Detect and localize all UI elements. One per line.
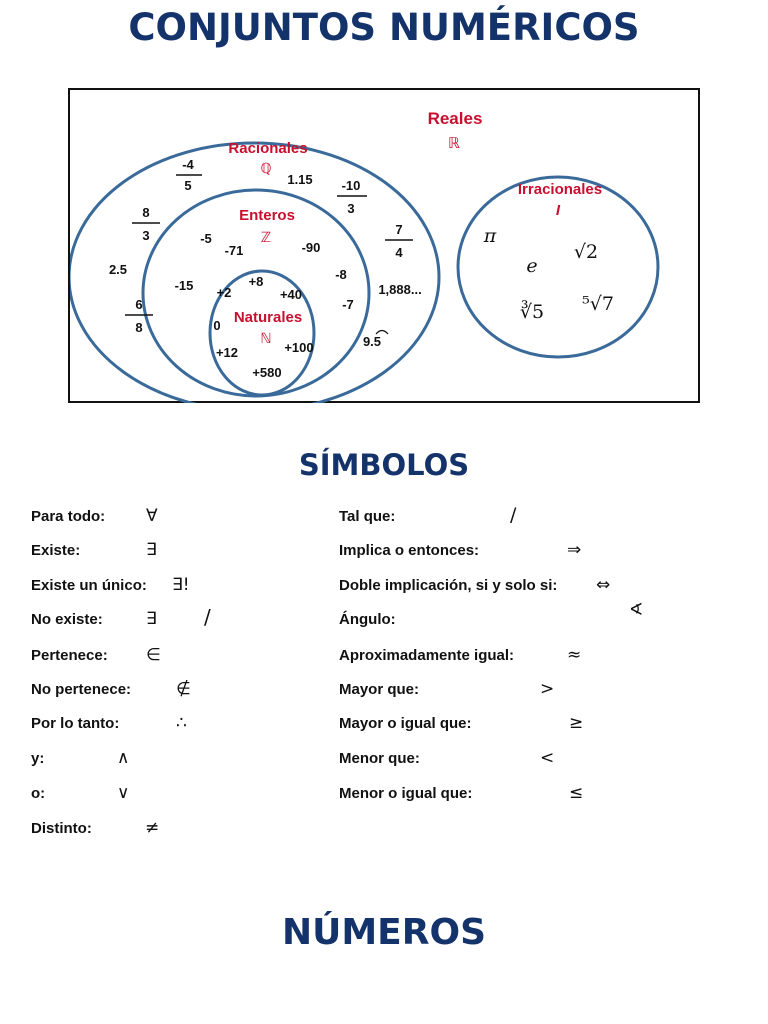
symbol-label: Mayor o igual que: [339,715,472,732]
for-all-symbol: ∀ [146,506,158,526]
symbol-label: Por lo tanto: [31,715,120,732]
racionales-label: Racionales [228,140,308,157]
such-that-symbol: / [510,504,517,526]
fraction-2-denominator: 3 [142,228,150,243]
element-of-symbol: ∈ [146,645,161,665]
integer-4: -15 [174,278,194,293]
iff-symbol: ⇔ [596,575,611,595]
decimal-3: 1,888... [378,282,422,297]
greater-than-symbol: > [540,679,555,699]
integer-5: -8 [335,267,347,282]
implies-symbol: ⇒ [567,540,582,560]
symbol-label: Aproximadamente igual: [339,647,515,664]
angle-symbol: ∢ [629,600,644,620]
naturales-symbol: ℕ [260,330,272,346]
symbol-label: o: [31,785,46,802]
integer-1: -5 [200,231,212,246]
number-sets-diagram [68,88,700,403]
fraction-5-numerator: 7 [395,222,403,237]
less-than-symbol: < [540,748,555,768]
greater-equal-symbol: ≥ [569,713,584,733]
natural-5: +12 [215,345,239,360]
fraction-2-numerator: 8 [142,205,150,220]
fraction-4-denominator: 3 [347,201,355,216]
fraction-1-numerator: -4 [182,157,194,172]
integer-2: -71 [224,243,244,258]
reales-symbol: ℝ [448,135,460,152]
decimal-1: 1.15 [287,172,313,187]
not-element-of-symbol: ∉ [176,679,191,699]
integer-3: -90 [301,240,321,255]
irrational-cbrt5: ∛5 [519,301,545,323]
irrational-pi: π [483,225,497,247]
exists-symbol: ∃ [146,540,157,560]
therefore-symbol: ∴ [176,713,187,733]
symbol-label: Implica o entonces: [339,542,480,559]
not-exists-symbol: ∃ [146,609,157,629]
approx-equal-symbol: ≈ [567,645,582,665]
symbol-label: No pertenece: [31,681,132,698]
symbol-label: Existe: [31,542,81,559]
fraction-1-denominator: 5 [184,178,192,193]
and-symbol: ∧ [117,748,130,768]
reales-label: Reales [427,109,483,128]
symbol-label: Tal que: [339,508,396,525]
natural-7: +580 [252,365,282,380]
natural-1: +8 [248,274,264,289]
symbol-label: Menor que: [339,750,420,767]
symbol-label: No existe: [31,611,103,628]
irracionales-symbol: I [555,202,561,219]
symbol-label: Existe un único: [31,577,147,594]
enteros-symbol: ℤ [260,229,272,245]
symbols-title: SÍMBOLOS [298,448,470,482]
page-title: CONJUNTOS NUMÉRICOS [128,6,640,49]
natural-4: 0 [213,318,221,333]
fraction-3-numerator: 6 [135,297,143,312]
fraction-3-denominator: 8 [135,320,143,335]
numbers-title: NÚMEROS [281,912,487,953]
integer-6: -7 [342,297,354,312]
not-equal-symbol: ≠ [145,818,160,838]
symbol-label: y: [31,750,45,767]
symbol-label: Ángulo: [339,611,396,628]
decimal-4: 9.5 [362,334,382,349]
enteros-label: Enteros [239,207,295,224]
symbol-label: Para todo: [31,508,106,525]
symbol-label: Mayor que: [339,681,420,698]
less-equal-symbol: ≤ [569,783,584,803]
racionales-symbol: ℚ [260,160,272,176]
symbol-label: Menor o igual que: [339,785,473,802]
irrational-sqrt2: √2 [573,241,599,263]
natural-2: +2 [216,285,232,300]
symbol-label: Doble implicación, si y solo si: [339,577,558,594]
irrational-root7: ⁵√7 [582,293,614,315]
fraction-4-numerator: -10 [341,178,361,193]
natural-6: +100 [284,340,314,355]
exists-unique-symbol: ∃! [172,575,190,595]
decimal-2: 2.5 [108,262,128,277]
irracionales-label: Irracionales [517,181,603,198]
symbol-label: Pertenece: [31,647,108,664]
venn-diagram-svg [70,90,700,403]
naturales-label: Naturales [233,309,303,326]
fraction-5-denominator: 4 [395,245,403,260]
natural-3: +40 [279,287,303,302]
irrational-e: e [526,255,538,277]
or-symbol: ∨ [117,783,130,803]
not-exists-slash: / [204,605,211,629]
symbol-label: Distinto: [31,820,92,837]
